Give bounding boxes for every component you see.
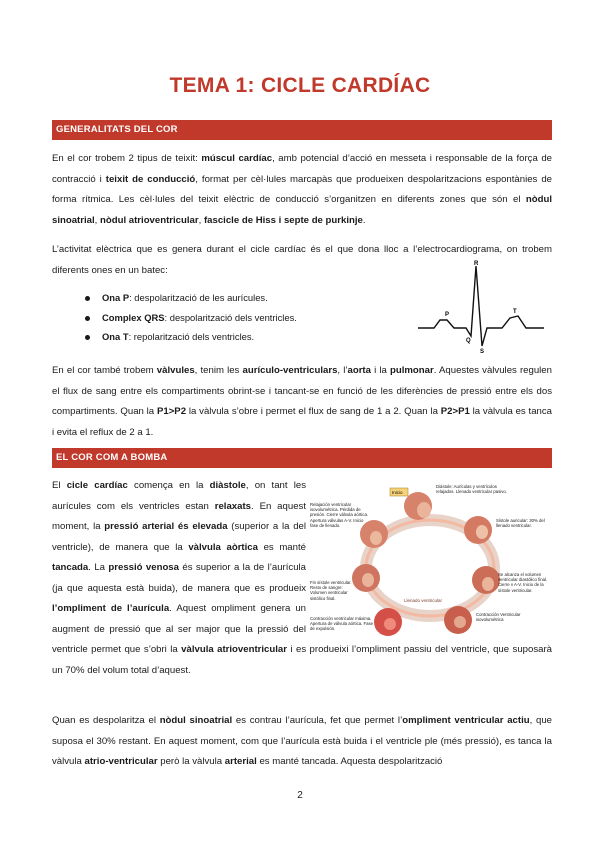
- ecg-trace-figure: [414, 258, 550, 354]
- figure-label-relajacion: Relajación ventricular isovolumétrica. Pérdida de presión. Cierre válvula aórtica. Apertura válvulas A-V. Inicio fase de llenado.: [310, 502, 369, 528]
- cardiac-cycle-figure: [308, 480, 552, 642]
- figure-label-fin-sistole: Fin sístole ventricular. Resto de sangre: Volumen ventricular sistólico final.: [310, 580, 352, 601]
- ecg-label-r: R: [474, 261, 479, 267]
- ecg-label-q: Q: [466, 338, 471, 344]
- paragraph-teixits: En el cor trobem 2 tipus de teixit: múscul cardíac, amb potencial d’acció en messeta i responsable de la força de contracció i teixit de conducció, format per cèl·lules marcapàs que produeixen despolaritzacions espontànies de forma rítmica. Les cèl·lules del teixit elèctric de conducció s’organitzen en diferents zones que són el nòdul sinoatrial, nòdul atrioventricular, fascicle de Hiss i septe de purkinje.: [52, 153, 553, 226]
- ecg-label-s: S: [480, 349, 485, 354]
- figure-start-label: Inicio: [392, 490, 403, 495]
- page-number: 2: [297, 790, 303, 801]
- ring-label: Llenado ventricular: [404, 598, 443, 603]
- paragraph-sinoatrial: Quan es despolaritza el nòdul sinoatrial es contrau l’aurícula, fet que permet l’ompliment ventricular actiu, que suposa el 30% restant. En aquest moment, com que l’aurícula està buida i el ventricle ple (més pressió), es tanca la vàlvula atrio-ventricular però la vàlvula arterial es manté tancada. Aquesta despolarització: [52, 715, 552, 767]
- figure-label-volumen-final: Se alcanza el volumen ventricular diastólico final. Cierre v A-V. Inicio de la sístole ventricular.: [498, 572, 548, 593]
- figure-label-sistole-auricular: Sístole auricular: 30% del llenado ventricular.: [496, 518, 545, 529]
- figure-label-isovolumetrica: Contracción Ventricular isovolumétrica: [476, 612, 521, 623]
- ecg-trace-line: [418, 266, 544, 346]
- list-item: Complex QRS: despolarització dels ventricles.: [82, 308, 297, 328]
- figure-label-diastole: Diástole: Aurículas y ventrículos relajados. Llenado ventricular pasivo.: [436, 484, 507, 495]
- paragraph-ecg-intro: L’activitat elèctrica que es genera durant el cicle cardíac és el que dona lloc a l’electrocardiograma, on trobem diferents ones en un batec:: [52, 244, 552, 276]
- section-heading-bomba: EL COR COM A BOMBA: [52, 448, 552, 468]
- paragraph-valvules: En el cor també trobem vàlvules, tenim les aurículo-ventriculars, l’aorta i la pulmonar. Aquestes vàlvules regulen el flux de sang entre els compartiments obrint-se i tancant-se en funció de les diferències de pressió entre els dos compartiments. Quan la P1>P2 la vàlvula s’obre i permet el flux de sang de 1 a 2. Quan la P2>P1 la vàlvula es tanca i evita el reflux de 2 a 1.: [52, 365, 553, 438]
- paragraph-cicle: El cicle cardíac comença en la diàstole, on tant les aurícules com els ventricles estan relaxats. En aquest moment, la pressió arterial és elevada (superior a la del ventricle), de manera que la vàlvula aòrtica es manté tancada. La pressió venosa és superior a la de l’aurícula (ja que aquesta està buida), de manera que es produeix l’ompliment de l’aurícula. Aquest ompliment genera un augment de pressió que al ser major que la pressió del ventricle permet que s’obri la vàlvula atrioventricular i es produeixi l’ompliment passiu del ventricle, que suposarà un 70% del volum total d’aquest.: [52, 476, 552, 681]
- ecg-label-t: T: [513, 309, 517, 315]
- page-title: TEMA 1: CICLE CARDÍAC: [169, 74, 431, 97]
- figure-label-expulsion: Contracción ventricular máxima. Apertura de válvula aórtica. Fase de expulsión.: [310, 616, 374, 632]
- section-heading-generalitats: GENERALITATS DEL COR: [52, 120, 552, 140]
- list-item: Ona P: despolarització de les aurícules.: [82, 288, 297, 308]
- ecg-label-p: P: [445, 312, 450, 318]
- list-item: Ona T: repolarització dels ventricles.: [82, 327, 297, 347]
- wave-list: [82, 288, 297, 347]
